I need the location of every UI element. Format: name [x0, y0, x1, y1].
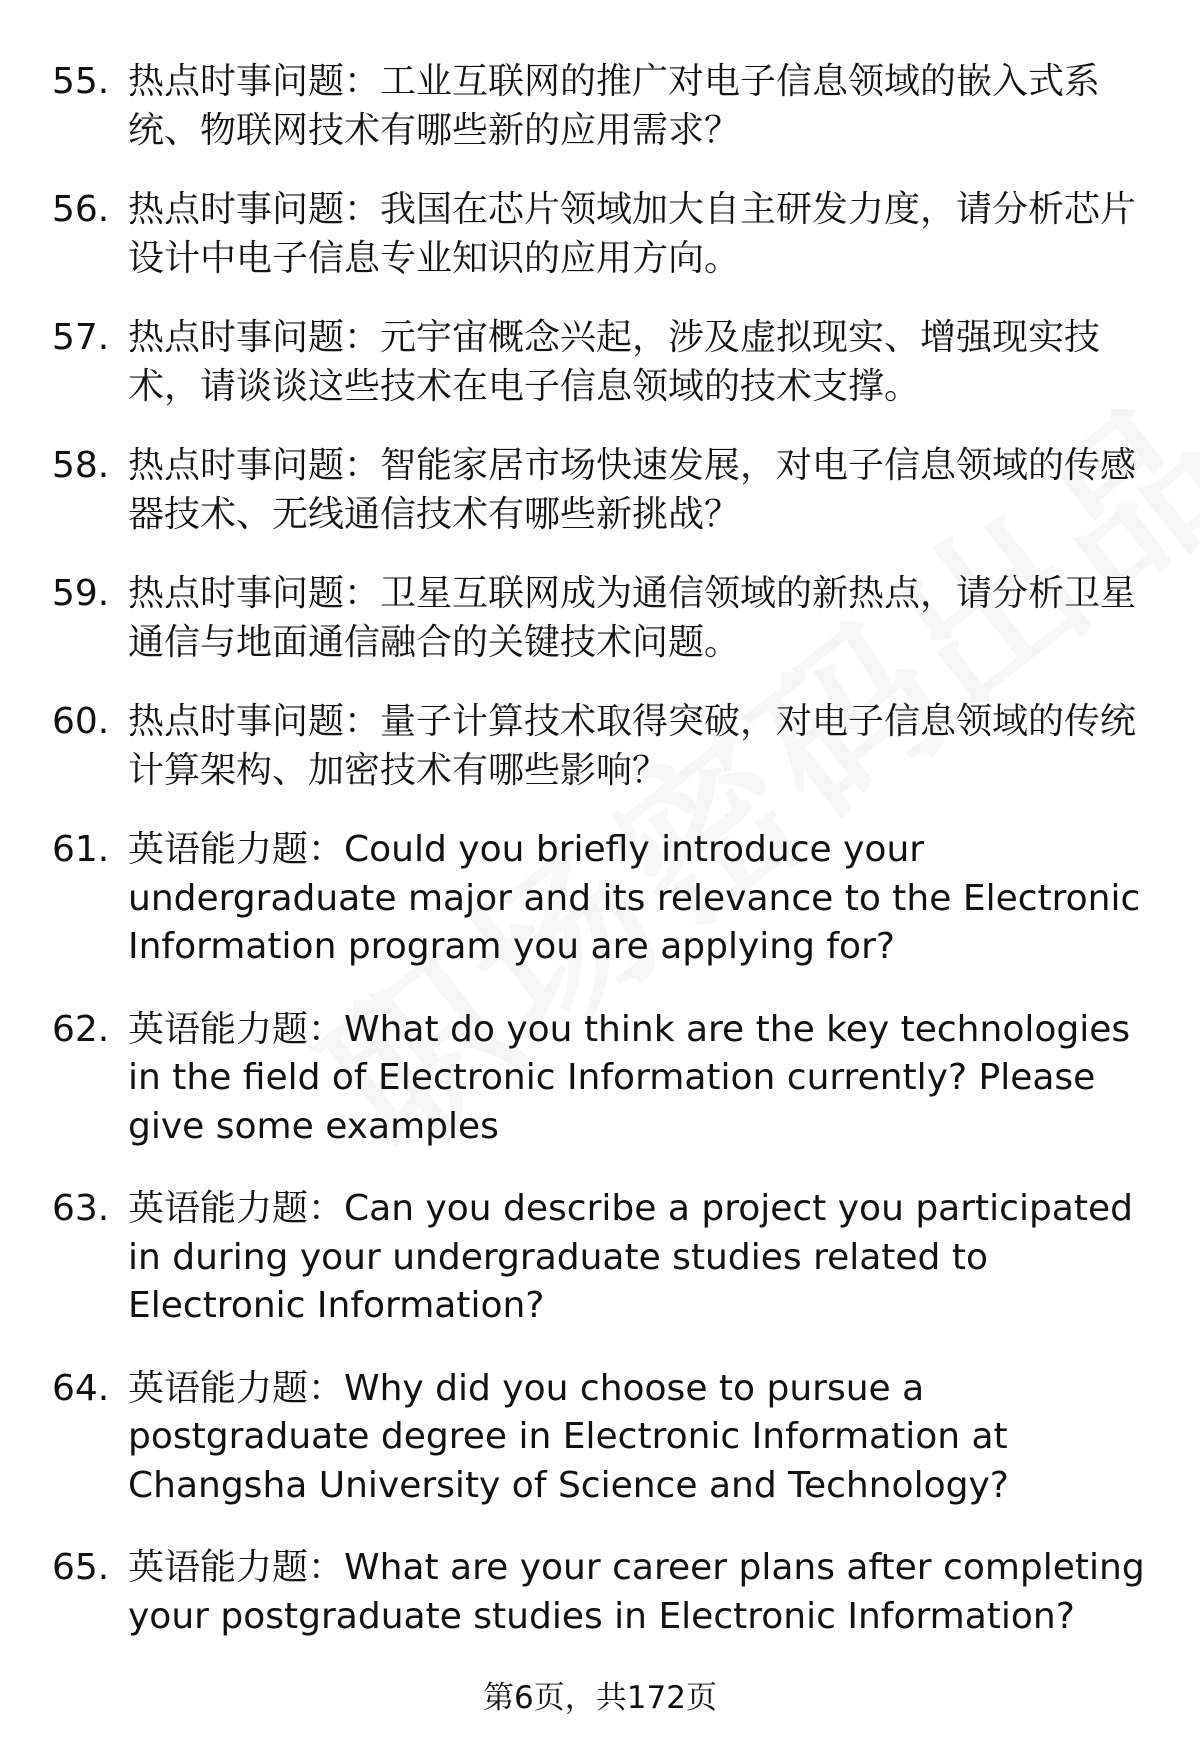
question-number: 64.: [52, 1367, 110, 1409]
question-number: 62.: [52, 1008, 110, 1050]
question-item: [52, 58, 1162, 155]
question-item: [52, 442, 1162, 539]
question-item: [52, 570, 1162, 667]
question-number: 63.: [52, 1188, 110, 1229]
question-text: 英语能力题：Can you describe a project you participated in during your undergraduate studies related to Electronic Information?: [128, 1188, 1133, 1326]
question-number: 61.: [52, 829, 110, 870]
question-number: 55.: [52, 61, 110, 102]
question-text: 热点时事问题：智能家居市场快速发展，对电子信息领域的传感器技术、无线通信技术有哪些新挑战？: [128, 445, 1137, 535]
question-number: 59.: [52, 573, 110, 614]
question-number: 58.: [52, 445, 110, 486]
question-item: [52, 314, 1162, 411]
question-text: 热点时事问题：工业互联网的推广对电子信息领域的嵌入式系统、物联网技术有哪些新的应用需求？: [128, 61, 1101, 151]
question-text: 热点时事问题：我国在芯片领域加大自主研发力度，请分析芯片设计中电子信息专业知识的应用方向。: [128, 189, 1137, 279]
question-text: 英语能力题：What are your career plans after completing your postgraduate studies in Electronic Information?: [128, 1547, 1145, 1637]
question-item: [52, 1544, 1162, 1641]
question-text: 英语能力题：What do you think are the key technologies in the field of Electronic Information currently? Please give some examples: [128, 1008, 1131, 1147]
question-item: [52, 1006, 1162, 1152]
question-text: 英语能力题：Could you briefly introduce your undergraduate major and its relevance to the Electronic Information program you are applying for?: [128, 829, 1141, 967]
question-item: [52, 1365, 1162, 1511]
question-item: [52, 186, 1162, 283]
question-list: [52, 58, 1162, 1641]
question-text: 热点时事问题：量子计算技术取得突破，对电子信息领域的传统计算架构、加密技术有哪些影响？: [128, 701, 1137, 791]
question-text: 热点时事问题：卫星互联网成为通信领域的新热点，请分析卫星通信与地面通信融合的关键技术问题。: [128, 573, 1137, 663]
question-item: [52, 1185, 1162, 1331]
question-item: [52, 826, 1162, 972]
question-text: 英语能力题：Why did you choose to pursue a postgraduate degree in Electronic Information at Changsha University of Science and Technology?: [128, 1367, 1009, 1506]
question-number: 60.: [52, 701, 110, 742]
question-number: 65.: [52, 1547, 110, 1588]
question-number: 57.: [52, 317, 110, 358]
question-number: 56.: [52, 189, 110, 230]
question-text: 热点时事问题：元宇宙概念兴起，涉及虚拟现实、增强现实技术，请谈谈这些技术在电子信息领域的技术支撑。: [128, 317, 1101, 407]
page-footer: 第6页，共172页: [483, 1680, 717, 1716]
question-item: [52, 698, 1162, 795]
